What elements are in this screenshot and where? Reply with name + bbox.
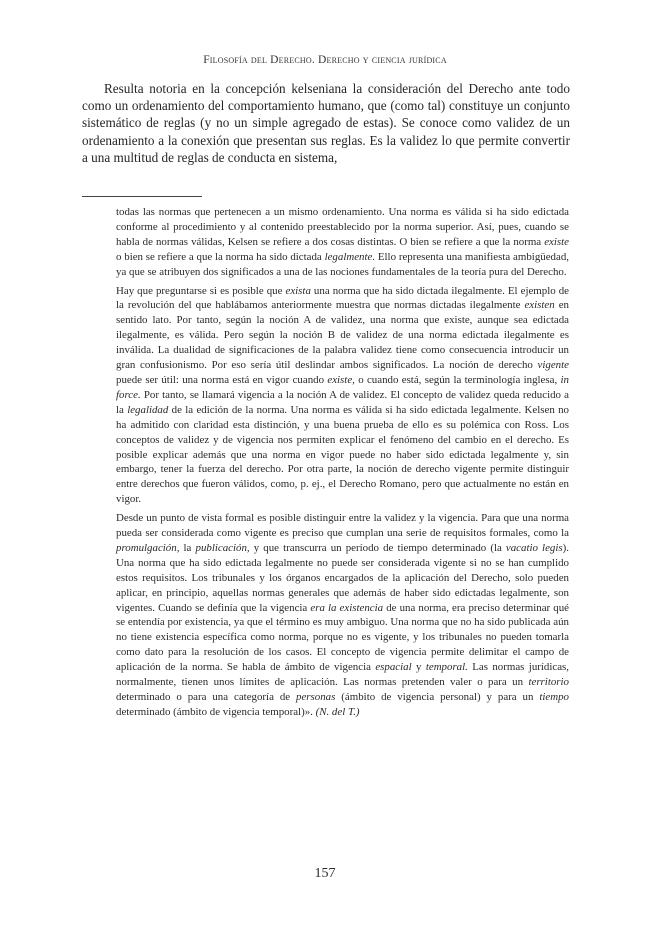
text-run: Ello representa una manifiesta ambigüedad, ya que se atribuyen dos significados a una de las nociones fundamentales de la teoría pura del Derecho. — [116, 250, 569, 278]
text-run: y que transcurra un período de tiempo determinado (la — [249, 541, 506, 554]
italic-run: promulgación, — [116, 541, 180, 554]
footnote-paragraph-1 — [116, 205, 569, 280]
italic-run: temporal. — [425, 661, 468, 674]
text-run: o cuando está, según la terminología inglesa, — [354, 373, 561, 386]
text-run: Por tanto, se llamará vigencia a la noción A de validez. El concepto de validez queda reducido a la — [116, 388, 569, 416]
italic-run: territorio — [528, 676, 569, 689]
text-run: en sentido lato. Por tanto, según la noción A de validez, una norma que existe, aunque sea edictada ilegalmente, es válida. Pero según la noción B de validez de una norma edictada ilegalmente es inválida. La dualidad de significaciones de la palabra validez tiene como consecuencia introducir un gran confusionismo. Por eso sería útil deslindar ambos significados. La noción de derecho — [116, 299, 569, 372]
italic-run: era la existencia — [310, 601, 384, 614]
text-run: todas las normas que pertenecen a un mismo ordenamiento. Una norma es válida si ha sido edictada conforme al procedimiento y al contenido preestablecido por la norma superior. Así, pues, cuando se habla de normas válidas, Kelsen se refiere a dos cosas distintas. O bien se refiere a que la norma — [116, 206, 569, 248]
italic-run: legalmente. — [324, 250, 376, 263]
italic-run: publicación, — [195, 541, 250, 554]
italic-run: existe — [544, 235, 569, 248]
text-run: determinado (ámbito de vigencia temporal)». — [116, 705, 316, 718]
italic-run: in force. — [116, 373, 569, 401]
italic-run: existe, — [327, 373, 355, 386]
footnote-separator — [82, 196, 202, 197]
text-run: de una norma, era preciso determinar qué se entendía por existencia, ya que el término es muy ambiguo. Una norma que no ha sido publicada aún no tiene existencia específica como norma, porque no es vigente, y los tribunales no pueden tomarla como dato para la resolución de los casos. El concepto de vigencia permite delimitar el campo de aplicación de la norma. Se habla de ámbito de vigencia — [116, 601, 569, 674]
text-run: determinado o para una categoría de — [116, 691, 297, 703]
running-head: Filosofía del Derecho. Derecho y ciencia jurídica — [203, 54, 447, 66]
text-run: ). Una norma que ha sido edictada legalmente no puede ser considerada vigente si no se han cumplido estos requisitos. Los tribunales y los órganos encargados de la aplicación del Derecho, solo pueden aplicar, en principio, aquellas normas generales que además de haber sido edictadas legalmente, son vigentes. Cuando se definía que la vigencia — [116, 541, 569, 614]
italic-run: personas — [296, 691, 336, 703]
footnote-paragraph-2 — [116, 284, 569, 508]
text-run: Las normas jurídicas, normalmente, tienen unos límites de aplicación. Las normas pretenden valer o para un — [116, 661, 570, 689]
italic-run: vigente — [537, 359, 569, 372]
italic-run: espacial — [375, 661, 412, 674]
italic-run: legalidad — [127, 403, 169, 416]
text-run: la — [179, 541, 196, 554]
text-run: (ámbito de vigencia personal) y para un — [335, 691, 540, 703]
text-run: una norma que ha sido dictada ilegalmente. El ejemplo de la revolución del que hablábamos anteriormente muestra que normas dictadas ilegalmente — [116, 284, 570, 312]
italic-run: (N. del T.) — [315, 705, 360, 718]
text-run: Hay que preguntarse si es posible que — [116, 284, 286, 297]
text-run: o bien se refiere a que la norma ha sido dictada — [116, 250, 325, 263]
footnotes — [116, 205, 569, 724]
italic-run: vacatio legis — [505, 541, 563, 554]
text-run: de la edición de la norma. Una norma es válida si ha sido edictada legalmente. Kelsen no ha admitido con claridad esta distinción, y una buena prueba de ello es su polémica con Ross. Los conceptos de validez y de vigencia nos permiten explicar el fenómeno del cambio en el derecho. Es posible explicar además que una norma en vigor puede no haber sido edictada legalmente y, sin embargo, tener la fuerza del derecho. Por otra parte, la noción de derecho vigente permite distinguir entre derechos que fueron válidos, como, p. ej., el Derecho Romano, pero que actualmente no están en vigor. — [116, 403, 569, 506]
footnote-paragraph-3 — [116, 511, 569, 720]
page-number: 157 — [314, 866, 336, 881]
text-run: puede ser útil: una norma está en vigor cuando — [116, 373, 328, 386]
main-paragraph: Resulta notoria en la concepción kelseniana la consideración del Derecho ante todo como un ordenamiento del comportamiento humano, que (como tal) constituye un conjunto sistemático de reglas (y no un simple agregado de estas). Se conoce como validez de un ordenamiento a la conexión que presentan sus reglas. Es la validez lo que permite convertir a una multitud de reglas de conducta en sistema, — [82, 81, 570, 165]
italic-run: exista — [285, 284, 311, 297]
italic-run: existen — [524, 299, 555, 312]
text-run: y — [411, 661, 426, 674]
italic-run: tiempo — [539, 691, 569, 703]
text-run: Desde un punto de vista formal es posible distinguir entre la validez y la vigencia. Para que una norma pueda ser considerada como vigente es preciso que cumplan una serie de requisitos formales, como la — [116, 512, 569, 540]
